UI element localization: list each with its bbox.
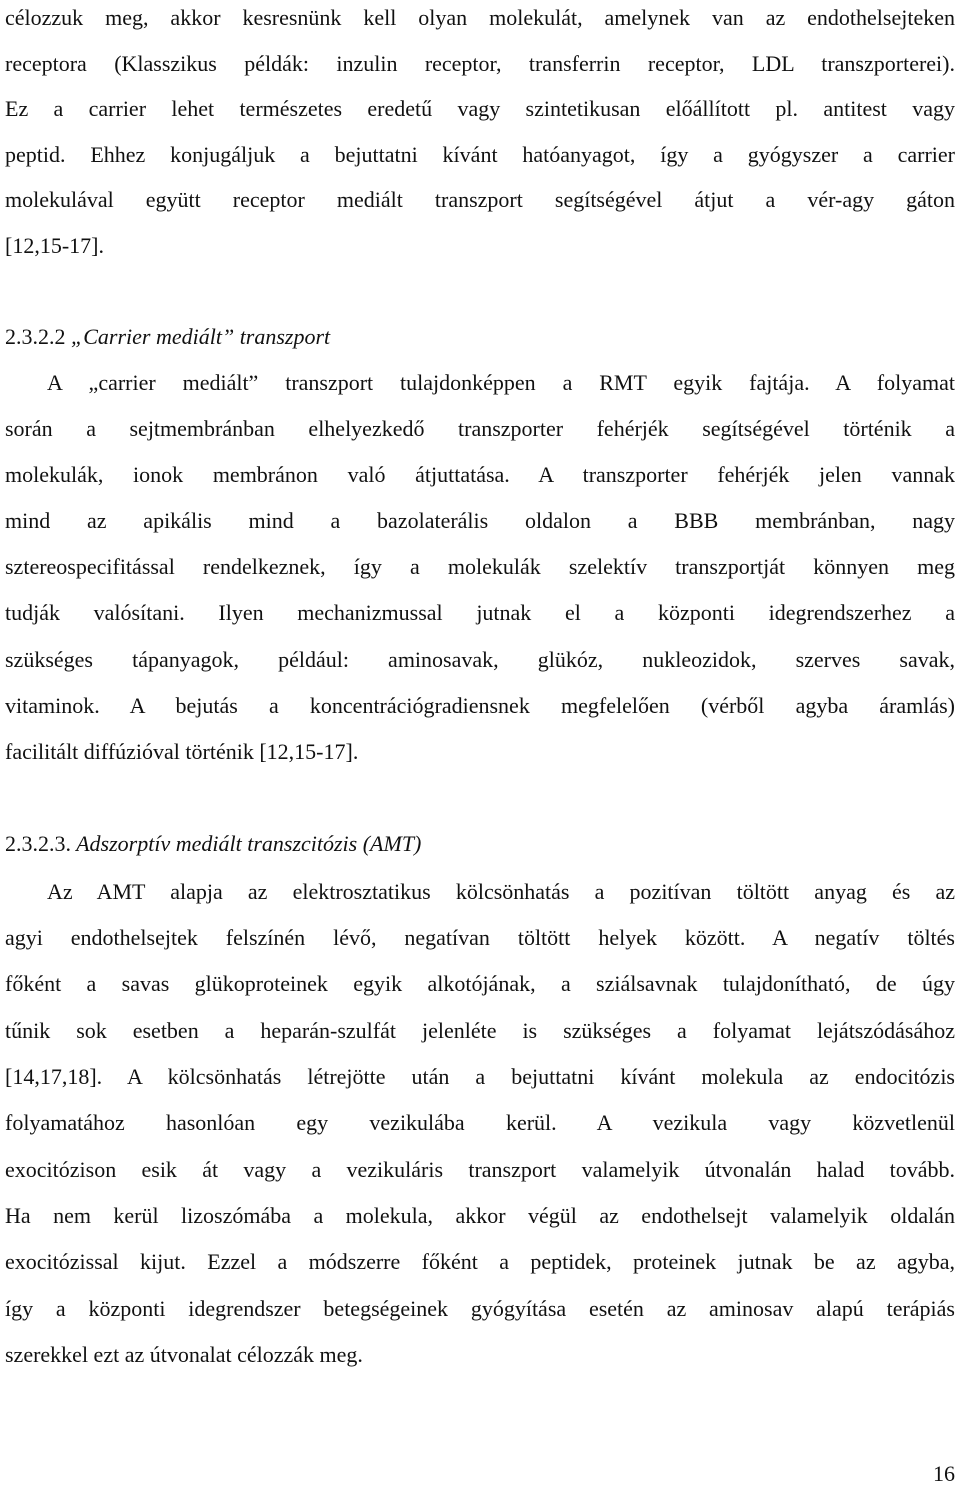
text-line: így a központi idegrendszer betegségeinek gyógyítása esetén az aminosav alapú terápiás [5,1296,955,1321]
section-title: Adszorptív mediált transzcitózis (AMT) [76,831,422,856]
text-line: tűnik sok esetben a heparán-szulfát jelenléte is szükséges a folyamat lejátszódásához [5,1018,955,1043]
text-line: [12,15-17]. [5,233,104,258]
text-line: molekulák, ionok membránon való átjuttatása. A transzporter fehérjék jelen vannak [5,462,955,487]
text-line: során a sejtmembránban elhelyezkedő transzporter fehérjék segítségével történik a [5,416,955,441]
text-line: vitaminok. A bejutás a koncentrációgradiensnek megfelelően (vérből agyba áramlás) [5,693,955,718]
text-line: főként a savas glükoproteinek egyik alkotójának, a sziálsavnak tulajdonítható, de úgy [5,971,955,996]
text-line: molekulával együtt receptor mediált transzport segítségével átjut a vér-agy gáton [5,187,955,212]
text-line: exocitózissal kijut. Ezzel a módszerre főként a peptidek, proteinek jutnak be az agyba, [5,1249,955,1274]
text-line: célozzuk meg, akkor kesresnünk kell olyan molekulát, amelynek van az endothelsejteken [5,5,955,30]
text-line: mind az apikális mind a bazolaterális oldalon a BBB membránban, nagy [5,508,955,533]
text-line: sztereospecifitással rendelkeznek, így a molekulák szelektív transzportját könnyen meg [5,554,955,579]
text-line: Az AMT alapja az elektrosztatikus kölcsönhatás a pozitívan töltött anyag és az [47,879,955,904]
section-number: 2.3.2.2 [5,324,66,349]
text-line: szerekkel ezt az útvonalat célozzák meg. [5,1342,363,1367]
text-line: Ez a carrier lehet természetes eredetű vagy szintetikusan előállított pl. antitest vagy [5,96,955,121]
text-line: facilitált diffúzióval történik [12,15-17]. [5,739,359,764]
text-line: agyi endothelsejtek felszínén lévő, negatívan töltött helyek között. A negatív töltés [5,925,955,950]
text-line: folyamatához hasonlóan egy vezikulába kerül. A vezikula vagy közvetlenül [5,1110,955,1135]
section-heading [5,828,955,860]
text-line: [14,17,18]. A kölcsönhatás létrejötte után a bejuttatni kívánt molekula az endocitózis [5,1064,955,1089]
text-line: receptora (Klasszikus példák: inzulin receptor, transferrin receptor, LDL transzporterei). [5,51,955,76]
section-heading [5,321,955,353]
text-line: exocitózison esik át vagy a vezikuláris transzport valamelyik útvonalán halad tovább. [5,1157,955,1182]
text-line: peptid. Ehhez konjugáljuk a bejuttatni kívánt hatóanyagot, így a gyógyszer a carrier [5,142,955,167]
text-line: A „carrier mediált” transzport tulajdonképpen a RMT egyik fajtája. A folyamat [47,370,955,395]
section-number: 2.3.2.3. [5,831,71,856]
section-title: „Carrier mediált” transzport [71,324,331,349]
text-line: Ha nem kerül lizoszómába a molekula, akkor végül az endothelsejt valamelyik oldalán [5,1203,955,1228]
text-line: szükséges tápanyagok, például: aminosavak, glükóz, nukleozidok, szerves savak, [5,647,955,672]
text-line: tudják valósítani. Ilyen mechanizmussal jutnak el a központi idegrendszerhez a [5,600,955,625]
page-number: 16 [933,1461,955,1486]
